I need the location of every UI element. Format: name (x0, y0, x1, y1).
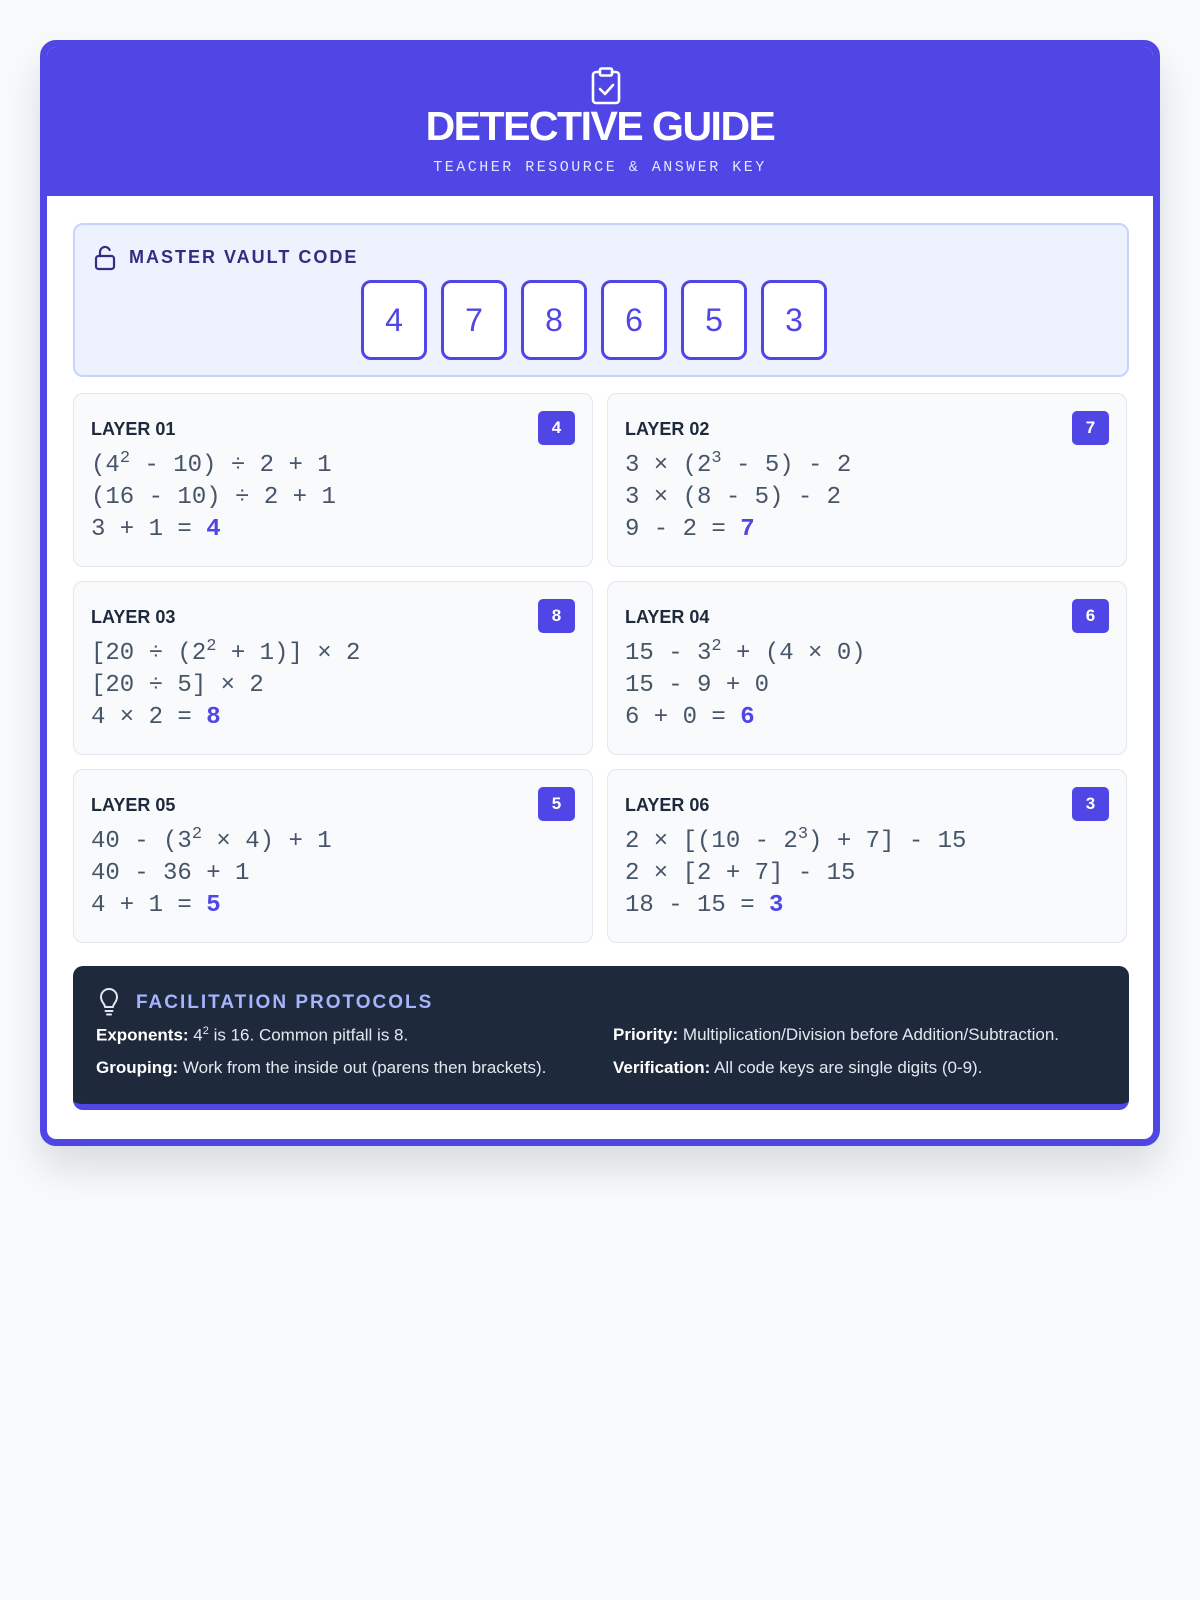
step-line: $2 \times [(10 - 2^3) + 7] - 15$ (625, 825, 967, 855)
lightbulb-icon (97, 988, 121, 1016)
note-verification: Verification: All code keys are single digits (0-9). (613, 1058, 983, 1077)
step-line: (16 - 10) ÷ 2 + 1 (91, 484, 336, 511)
clipboard-check-icon (590, 67, 622, 105)
step-line: 4 × 2 = 8 (91, 704, 221, 731)
step-line: 40 - 36 + 1 (91, 860, 250, 887)
layer-answer: 5 (206, 892, 221, 919)
layer-answer: 8 (206, 704, 221, 731)
note-exponents: Exponents: $4^2$ is 16. Common pitfall is 8. (96, 1025, 409, 1045)
guide-card (40, 40, 1160, 1146)
layer-answer: 7 (740, 516, 755, 543)
layer-card-05 (73, 769, 593, 943)
step-line: 18 - 15 = 3 (625, 892, 784, 919)
step-line: 3 × (8 - 5) - 2 (625, 484, 842, 511)
step-line: 4 + 1 = 5 (91, 892, 221, 919)
step-line: 15 - 9 + 0 (625, 672, 770, 699)
step-line: 9 - 2 = 7 (625, 516, 755, 543)
layer-steps (625, 450, 851, 546)
step-line: $3 \times (2^3 - 5) - 2$ (625, 449, 852, 479)
layer-steps (625, 826, 966, 922)
layer-card-02 (607, 393, 1127, 567)
facilitation-protocols-panel (73, 966, 1129, 1110)
layer-answer-badge: 4 (538, 411, 575, 445)
layer-title: LAYER 03 (91, 607, 176, 627)
vault-code-digits (361, 280, 827, 360)
master-vault-panel (73, 223, 1129, 377)
layer-answer-badge: 7 (1072, 411, 1109, 445)
layer-steps (91, 638, 360, 734)
layer-answer: 6 (740, 704, 755, 731)
note-grouping: Grouping: Work from the inside out (parens then brackets). (96, 1058, 547, 1077)
layer-answer: 4 (206, 516, 221, 543)
layer-answer-badge: 6 (1072, 599, 1109, 633)
step-line: 2 × [2 + 7] - 15 (625, 860, 856, 887)
vault-digit: 6 (601, 280, 667, 360)
layer-title: LAYER 06 (625, 795, 710, 815)
vault-digit: 4 (361, 280, 427, 360)
step-line: 3 + 1 = 4 (91, 516, 221, 543)
layer-title: LAYER 01 (91, 419, 176, 439)
layer-steps (91, 450, 336, 546)
layer-answer-badge: 8 (538, 599, 575, 633)
vault-title: MASTER VAULT CODE (129, 247, 359, 267)
guide-header (47, 47, 1153, 196)
vault-digit: 8 (521, 280, 587, 360)
protocols-title: FACILITATION PROTOCOLS (136, 992, 434, 1013)
step-line: $[20 \div (2^2 + 1)] \times 2$ (91, 637, 361, 667)
step-line: $40 - (3^2 \times 4) + 1$ (91, 825, 332, 855)
step-line: 6 + 0 = 6 (625, 704, 755, 731)
layer-answer-badge: 3 (1072, 787, 1109, 821)
vault-digit: 7 (441, 280, 507, 360)
layer-title: LAYER 05 (91, 795, 176, 815)
vault-digit: 5 (681, 280, 747, 360)
vault-digit: 3 (761, 280, 827, 360)
layer-answer: 3 (769, 892, 784, 919)
page-title: DETECTIVE GUIDE (425, 103, 775, 149)
layer-title: LAYER 04 (625, 607, 710, 627)
layer-card-06 (607, 769, 1127, 943)
layer-card-01 (73, 393, 593, 567)
step-line: [20 ÷ 5] × 2 (91, 672, 264, 699)
layer-title: LAYER 02 (625, 419, 710, 439)
layer-answer-badge: 5 (538, 787, 575, 821)
step-line: $(4^2 - 10) \div 2 + 1$ (91, 449, 332, 479)
layer-steps (625, 638, 866, 734)
layer-card-04 (607, 581, 1127, 755)
layer-card-03 (73, 581, 593, 755)
page-subtitle: TEACHER RESOURCE & ANSWER KEY (433, 159, 767, 176)
unlock-icon (93, 245, 117, 271)
layer-steps (91, 826, 332, 922)
note-priority: Priority: Multiplication/Division before Addition/Subtraction. (613, 1025, 1060, 1044)
step-line: $15 - 3^2 + (4 \times 0)$ (625, 637, 866, 667)
